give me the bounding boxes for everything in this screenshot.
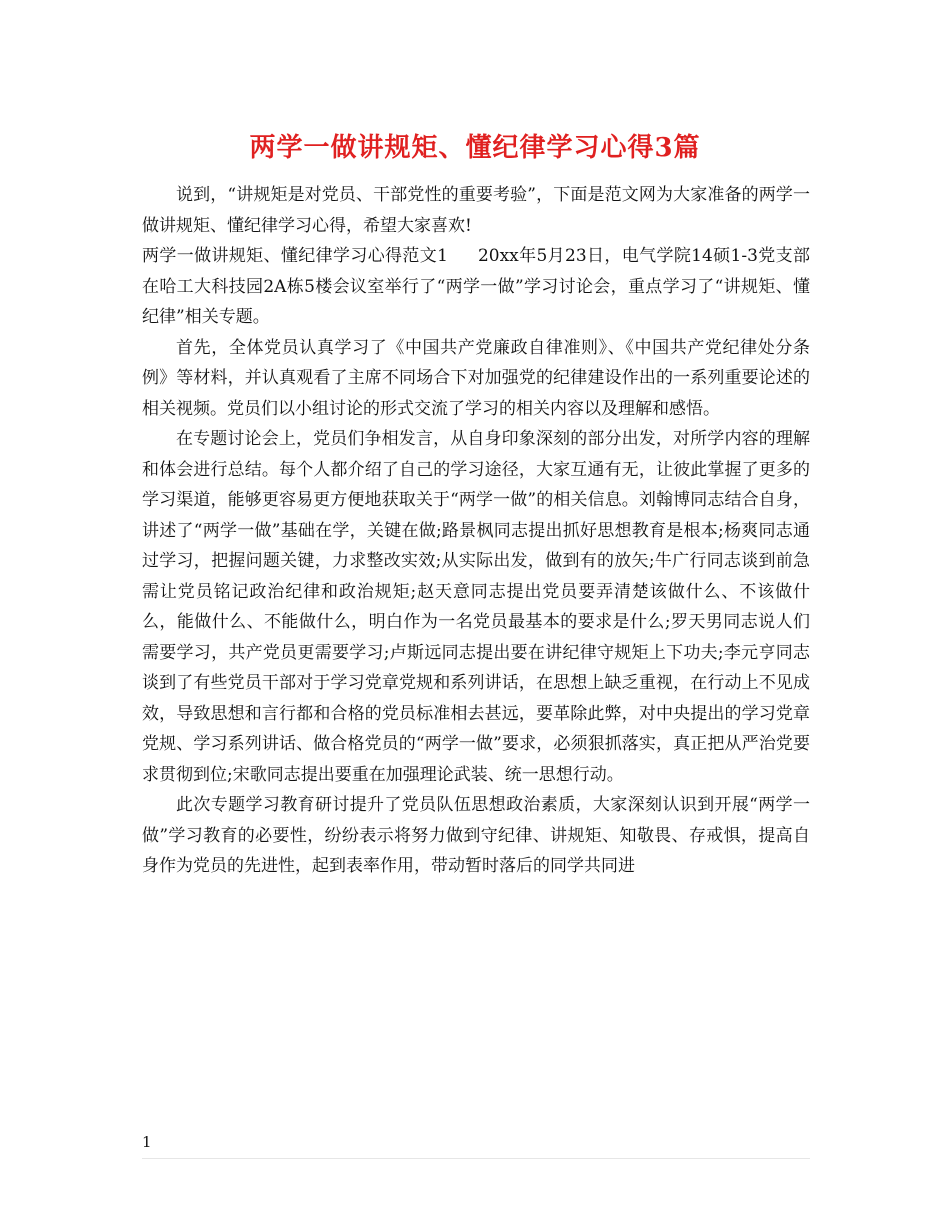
intro-paragraph: 说到，“讲规矩是对党员、干部党性的重要考验”，下面是范文网为大家准备的两学一做讲规矩、懂纪律学习心得，希望大家喜欢! [142,185,810,236]
section-paragraph [142,241,810,333]
document-title: 两学一做讲规矩、懂纪律学习心得3篇 [249,133,701,163]
section-heading: 两学一做讲规矩、懂纪律学习心得范文1 [142,246,448,266]
document-body [142,180,810,882]
body-paragraph-1: 首先，全体党员认真学习了《中国共产党廉政自律准则》、《中国共产党纪律处分条例》等材料，并认真观看了主席不同场合下对加强党的纪律建设作出的一系列重要论述的相关视频。党员们以小组讨论的形式交流了学习的相关内容以及理解和感悟。 [142,337,810,419]
footer-divider [142,1158,810,1159]
body-paragraph-2: 在专题讨论会上，党员们争相发言，从自身印象深刻的部分出发，对所学内容的理解和体会进行总结。每个人都介绍了自己的学习途径，大家互通有无，让彼此掌握了更多的学习渠道，能够更容易更方便地获取关于“两学一做”的相关信息。刘翰博同志结合自身，讲述了“两学一做”基础在学，关键在做;路景枫同志提出抓好思想教育是根本;杨爽同志通过学习，把握问题关键，力求整改实效;从实际出发，做到有的放矢;牛广行同志谈到前急需让党员铭记政治纪律和政治规矩;赵天意同志提出党员要弄清楚该做什么、不该做什么，能做什么、不能做什么，明白作为一名党员最基本的要求是什么;罗天男同志说人们需要学习，共产党员更需要学习;卢斯远同志提出要在讲纪律守规矩上下功夫;李元亨同志谈到了有些党员干部对于学习党章党规和系列讲话，在思想上缺乏重视，在行动上不见成效，导致思想和言行都和合格的党员标准相去甚远，要革除此弊，对中央提出的学习党章党规、学习系列讲话、做合格党员的“两学一做”要求，必须狠抓落实，真正把从严治党要求贯彻到位;宋歌同志提出要重在加强理论武装、统一思想行动。 [142,429,810,785]
page-number: 1 [142,1133,152,1151]
body-paragraph-3: 此次专题学习教育研讨提升了党员队伍思想政治素质，大家深刻认识到开展“两学一做”学习教育的必要性，纷纷表示将努力做到守纪律、讲规矩、知敬畏、存戒惧，提高自身作为党员的先进性，起到表率作用，带动暂时落后的同学共同进 [142,795,810,876]
section-lead: 20xx年5月23日，电气学院14硕1-3党支部在哈工大科技园2A栋5楼会议室举行了“两学一做”学习讨论会，重点学习了“讲规矩、懂纪律”相关专题。 [142,246,810,327]
